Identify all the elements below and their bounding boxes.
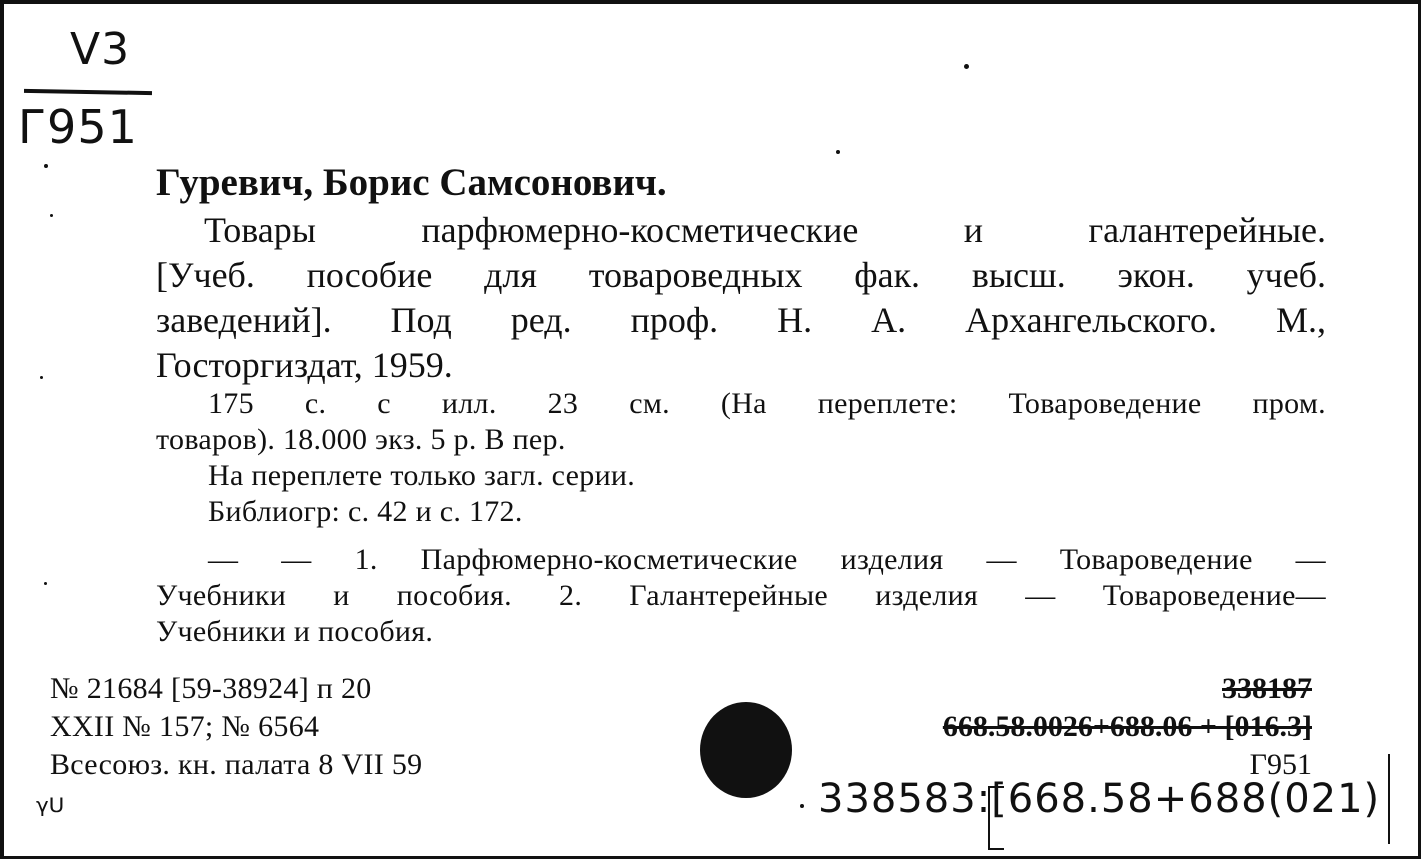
author-code: Г951 [1249, 748, 1312, 781]
description-line: На переплете только загл. серии. [208, 459, 636, 492]
speck [40, 376, 43, 379]
shelf-mark-top: V3 [70, 24, 131, 75]
handwritten-initials: ᵞᵁ [36, 792, 65, 832]
registration-info [50, 670, 422, 784]
speck [44, 164, 48, 168]
shelf-mark-divider [24, 89, 152, 95]
subject-line: Учебники и пособия. 2. Галантерейные изделия — Товароведение— [156, 579, 1326, 612]
handwritten-bracket [988, 786, 1004, 850]
speck [44, 582, 47, 585]
title-block [156, 208, 1326, 388]
title-line: Товары парфюмерно-косметические и галантерейные. [204, 210, 1326, 250]
title-line: Госторгиздат, 1959. [156, 345, 453, 385]
title-line: заведений]. Под ред. проф. Н. А. Архангельского. М., [156, 300, 1326, 340]
speck [836, 150, 840, 154]
struck-number: 338187 [1222, 672, 1312, 705]
title-line: [Учеб. пособие для товароведных фак. высш. экон. учеб. [156, 255, 1326, 295]
shelf-mark-bottom: Г951 [18, 100, 138, 154]
physical-description [156, 386, 1326, 530]
classification-block [943, 670, 1312, 784]
description-line: товаров). 18.000 экз. 5 р. В пер. [156, 423, 566, 456]
punch-hole [700, 702, 792, 798]
handwritten-bracket-right [1382, 754, 1390, 844]
subject-headings [156, 542, 1326, 650]
speck [800, 804, 804, 808]
speck [50, 214, 53, 217]
subject-line: — — 1. Парфюмерно-косметические изделия — Товароведение — [208, 543, 1326, 576]
author-heading: Гуревич, Борис Самсонович. [156, 161, 667, 204]
registration-line: XXII № 157; № 6564 [50, 710, 320, 743]
description-line: 175 с. с илл. 23 см. (На переплете: Товароведение пром. [208, 387, 1326, 420]
subject-line: Учебники и пособия. [156, 615, 434, 648]
handwritten-classification: 338583:[668.58+688(021) [818, 776, 1381, 822]
speck [964, 64, 969, 69]
registration-line: Всесоюз. кн. палата 8 VII 59 [50, 748, 423, 781]
registration-line: № 21684 [59-38924] п 20 [50, 672, 372, 705]
struck-index: 668.58.0026+688.06 + [016.3] [942, 710, 1312, 743]
description-line: Библиогр: с. 42 и с. 172. [208, 495, 523, 528]
